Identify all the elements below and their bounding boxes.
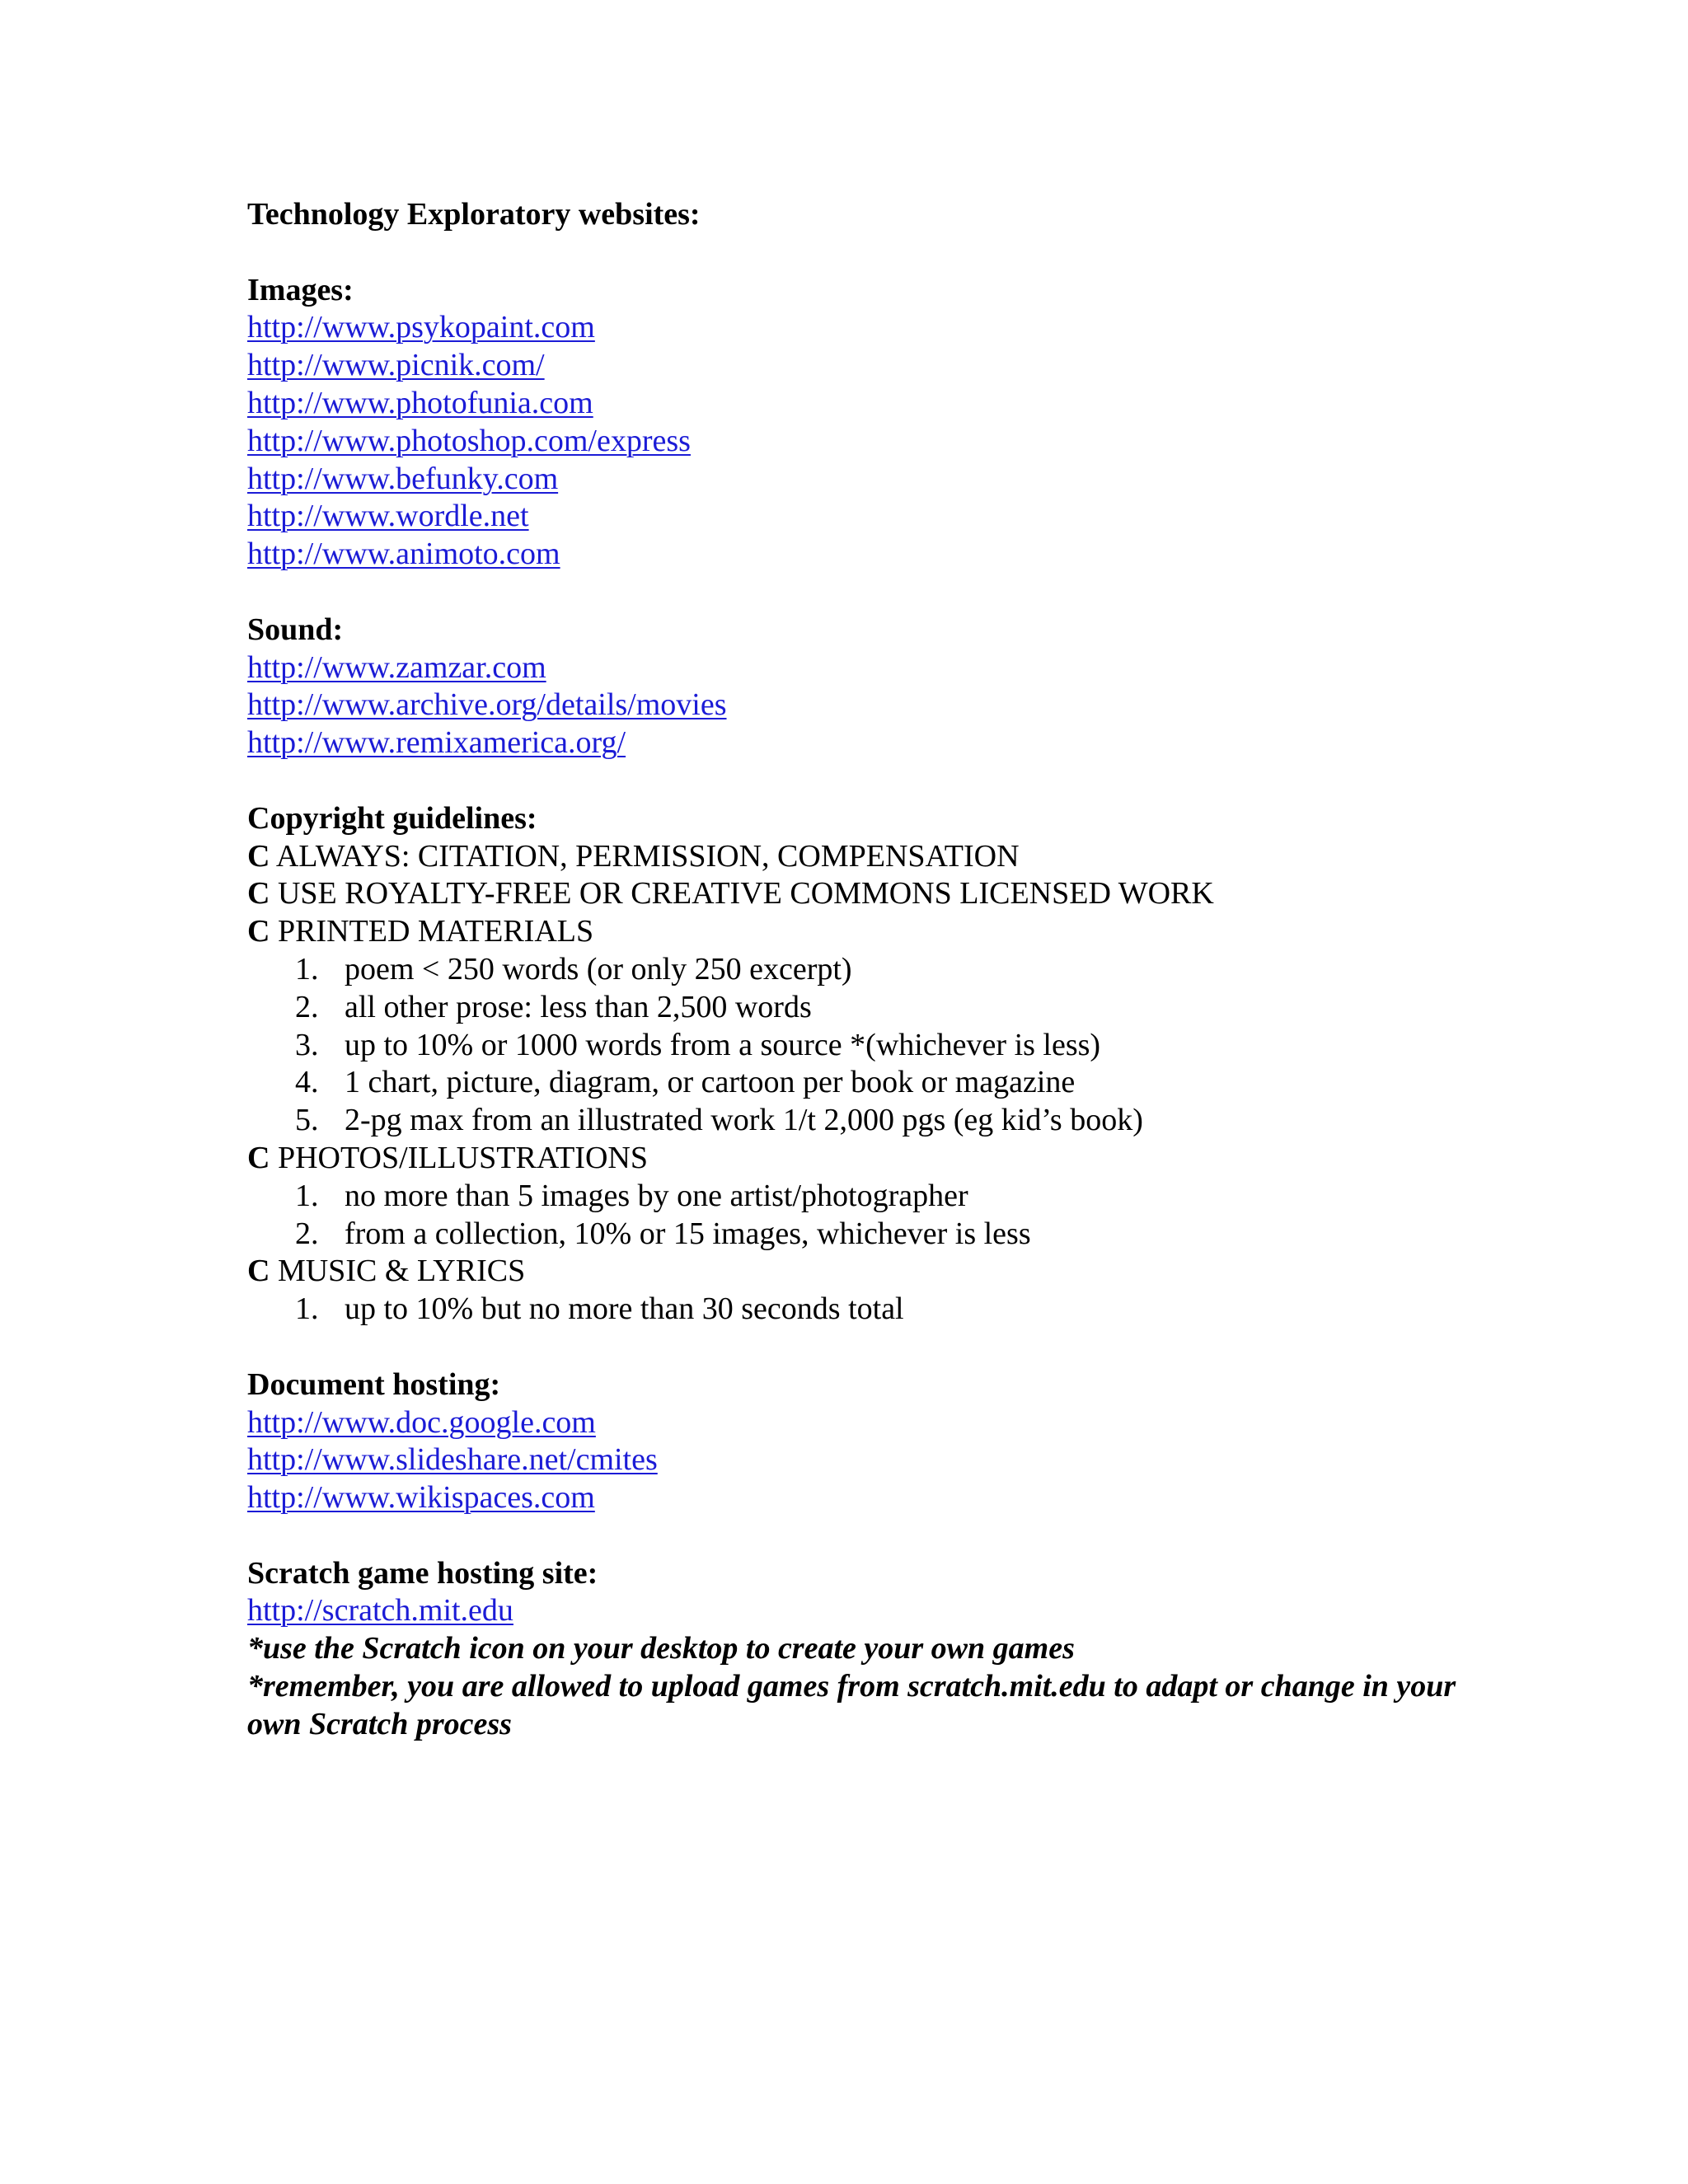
- list-item: [247, 1178, 1484, 1216]
- copyright-royalty: [247, 875, 1484, 913]
- list-item: [247, 1291, 1484, 1329]
- photos-label: PHOTOS/ILLUSTRATIONS: [277, 1140, 648, 1175]
- copyright-always: [247, 838, 1484, 876]
- list-number: 2.: [295, 989, 319, 1024]
- list-number: 1.: [295, 951, 319, 987]
- link-photoshop-express[interactable]: http://www.photoshop.com/express: [247, 423, 691, 458]
- document-hosting-heading: Document hosting:: [247, 1366, 501, 1402]
- link-wikispaces[interactable]: http://www.wikispaces.com: [247, 1480, 595, 1516]
- link-remixamerica[interactable]: http://www.remixamerica.org/: [247, 725, 626, 761]
- list-text: from a collection, 10% or 15 images, whichever is less: [345, 1216, 1031, 1251]
- copyright-printed: [247, 913, 1484, 951]
- link-doc-google[interactable]: http://www.doc.google.com: [247, 1404, 596, 1440]
- list-item: [247, 1064, 1484, 1102]
- list-text: up to 10% but no more than 30 seconds total: [345, 1291, 904, 1327]
- link-zamzar[interactable]: http://www.zamzar.com: [247, 649, 546, 685]
- list-number: 3.: [295, 1027, 319, 1062]
- bullet-marker: C: [247, 914, 270, 949]
- bullet-marker: C: [247, 838, 270, 874]
- bullet-marker: C: [247, 876, 270, 912]
- copyright-always-text: ALWAYS: CITATION, PERMISSION, COMPENSATION: [275, 838, 1020, 874]
- link-picnik[interactable]: http://www.picnik.com/: [247, 348, 545, 383]
- copyright-heading: Copyright guidelines:: [247, 800, 537, 836]
- list-number: 2.: [295, 1216, 319, 1251]
- spacer: [247, 762, 1484, 800]
- list-number: 4.: [295, 1065, 319, 1100]
- link-scratch[interactable]: http://scratch.mit.edu: [247, 1593, 513, 1629]
- scratch-note-upload: *remember, you are allowed to upload games from scratch.mit.edu to adapt or change in your own Scratch process: [247, 1669, 1456, 1741]
- page-title: Technology Exploratory websites:: [247, 197, 701, 232]
- list-item: [247, 1027, 1484, 1065]
- spacer: [247, 234, 1484, 272]
- link-wordle[interactable]: http://www.wordle.net: [247, 499, 529, 534]
- link-animoto[interactable]: http://www.animoto.com: [247, 537, 560, 572]
- scratch-heading: Scratch game hosting site:: [247, 1555, 598, 1591]
- list-item: [247, 1216, 1484, 1254]
- list-number: 1.: [295, 1178, 319, 1213]
- list-text: all other prose: less than 2,500 words: [345, 989, 812, 1024]
- copyright-photos: [247, 1140, 1484, 1178]
- link-photofunia[interactable]: http://www.photofunia.com: [247, 385, 593, 420]
- printed-label: PRINTED MATERIALS: [277, 914, 594, 949]
- list-text: no more than 5 images by one artist/photographer: [345, 1178, 968, 1213]
- link-slideshare[interactable]: http://www.slideshare.net/cmites: [247, 1442, 658, 1478]
- copyright-music: [247, 1253, 1484, 1291]
- spacer: [247, 1329, 1484, 1366]
- spacer: [247, 1517, 1484, 1555]
- list-number: 1.: [295, 1291, 319, 1327]
- list-text: up to 10% or 1000 words from a source *(whichever is less): [345, 1027, 1101, 1062]
- link-archive-movies[interactable]: http://www.archive.org/details/movies: [247, 687, 727, 723]
- bullet-marker: C: [247, 1254, 270, 1289]
- list-text: 1 chart, picture, diagram, or cartoon per book or magazine: [345, 1065, 1076, 1100]
- list-item: [247, 1102, 1484, 1140]
- sound-heading: Sound:: [247, 612, 344, 647]
- link-psykopaint[interactable]: http://www.psykopaint.com: [247, 310, 595, 345]
- link-befunky[interactable]: http://www.befunky.com: [247, 461, 559, 496]
- copyright-royalty-text: USE ROYALTY-FREE OR CREATIVE COMMONS LICENSED WORK: [277, 876, 1214, 912]
- list-text: poem < 250 words (or only 250 excerpt): [345, 951, 852, 987]
- list-text: 2-pg max from an illustrated work 1/t 2,000 pgs (eg kid’s book): [345, 1103, 1143, 1138]
- list-item: [247, 989, 1484, 1027]
- music-label: MUSIC & LYRICS: [277, 1254, 526, 1289]
- bullet-marker: C: [247, 1140, 270, 1175]
- images-heading: Images:: [247, 272, 354, 307]
- scratch-note-desktop: *use the Scratch icon on your desktop to create your own games: [247, 1631, 1075, 1666]
- spacer: [247, 574, 1484, 612]
- list-number: 5.: [295, 1103, 319, 1138]
- list-item: [247, 951, 1484, 989]
- document-page: [247, 196, 1484, 1744]
